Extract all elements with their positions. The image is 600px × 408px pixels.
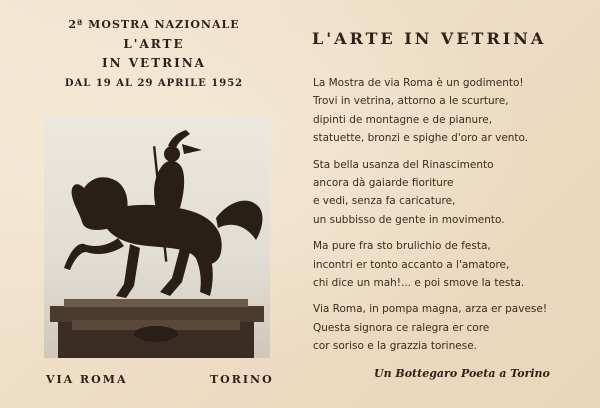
pedestal-cornice: [50, 306, 264, 322]
poem-title: L'ARTE IN VETRINA: [312, 29, 547, 48]
poem-line: cor soriso e la grazzia torinese.: [313, 340, 477, 353]
horse-hind-leg: [194, 250, 213, 296]
rider-head: [164, 146, 180, 162]
poem-line: e vedi, senza fa caricature,: [313, 195, 456, 208]
exhibition-title-line2: IN VETRINA: [101, 56, 206, 70]
statue-photo: [44, 116, 270, 358]
poem-line: La Mostra de via Roma è un godimento!: [313, 77, 524, 89]
poem-line: Sta bella usanza del Rinascimento: [313, 158, 494, 171]
poem-line: ancora dà gaiarde fioriture: [313, 177, 454, 190]
poem-line: incontri er tonto accanto a l'amatore,: [313, 258, 510, 271]
exhibition-dates: DAL 19 AL 29 APRILE 1952: [64, 78, 244, 89]
exhibition-title-line1: L'ARTE: [123, 37, 185, 51]
horse-front-leg: [116, 244, 140, 298]
poem-line: Via Roma, in pompa magna, arza er pavese!: [313, 303, 548, 316]
statue-base-plate: [64, 299, 248, 307]
horse-front-leg-raised: [64, 238, 124, 270]
poem-line: Questa signora ce ralegra er core: [313, 321, 490, 334]
rider-plume: [168, 130, 190, 148]
caption-via-roma: VIA ROMA: [46, 373, 128, 386]
rider-pennant: [182, 144, 202, 154]
poem-signature: Un Bottegaro Poeta a Torino: [374, 367, 550, 380]
poem-line: Trovi in vetrina, attorno a le scurture,: [313, 95, 509, 108]
pedestal-ornament: [134, 326, 178, 342]
horse-tail: [216, 201, 262, 240]
poem-stanza-1: [313, 74, 588, 148]
exhibition-edition: 2ª MOSTRA NAZIONALE: [68, 18, 240, 31]
poem-stanza-2: [313, 156, 588, 230]
equestrian-statue-icon: [44, 116, 270, 358]
poem-line: dipinti de montagne e de pianure,: [313, 113, 493, 126]
poem-body: [313, 74, 588, 364]
poem-line: un subbisso de gente in movimento.: [313, 213, 505, 226]
poem-stanza-3: [313, 237, 588, 292]
poem-stanza-4: [313, 300, 588, 355]
caption-torino: TORINO: [210, 373, 274, 386]
poem-line: chi dice un mah!... e poi smove la testa.: [313, 277, 525, 290]
poem-line: Ma pure fra sto brulichio de festa,: [313, 240, 491, 253]
poem-line: statuette, bronzi e spighe d'oro ar vento.: [313, 132, 529, 145]
